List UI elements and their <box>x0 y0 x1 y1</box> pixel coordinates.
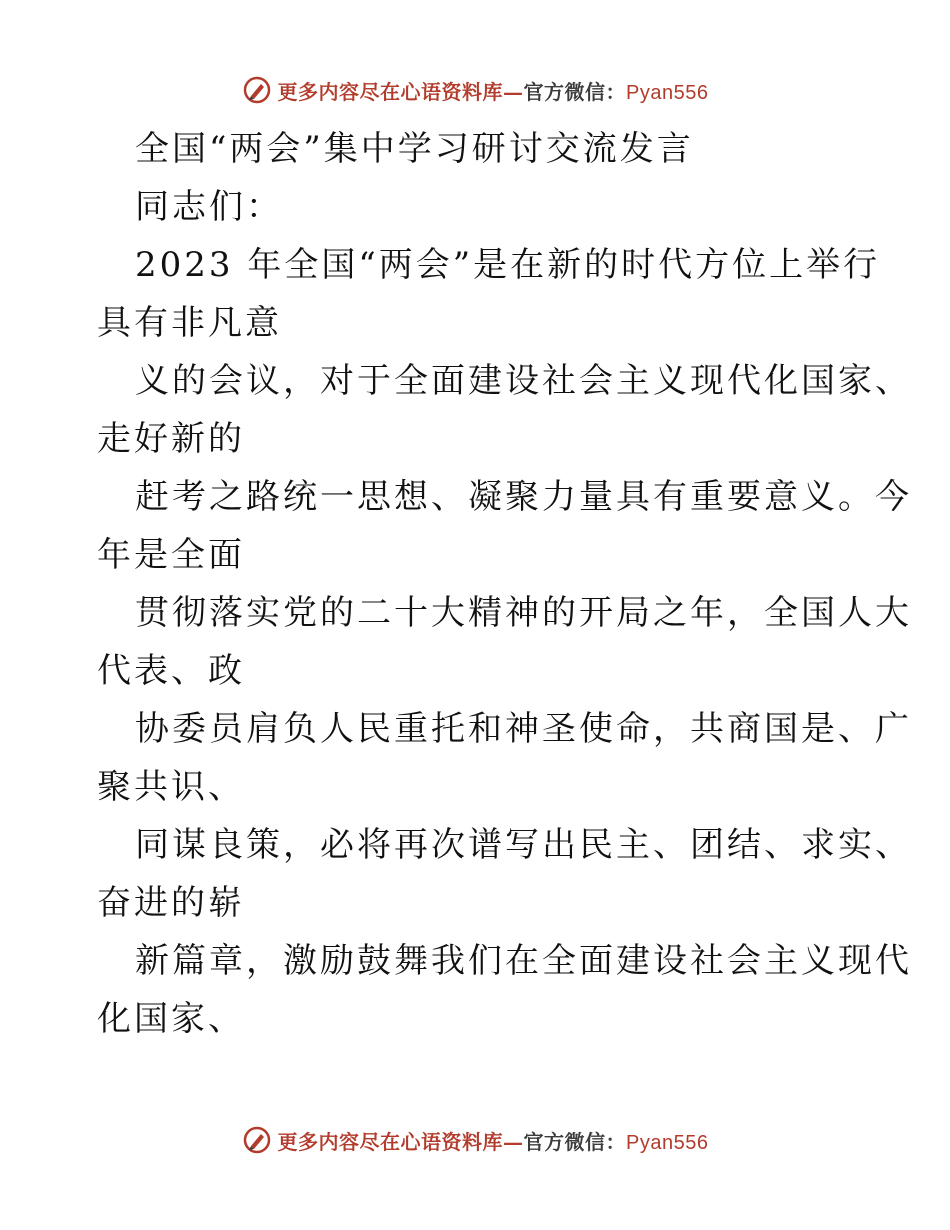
text-line: 贯彻落实党的二十大精神的开局之年，全国人大 <box>135 593 912 633</box>
watermark-sub-text: 官方微信： <box>523 1129 627 1154</box>
text-line: 奋进的崭 <box>97 883 245 923</box>
text-line: 2023 年全国“两会”是在新的时代方位上举行 <box>135 245 881 285</box>
text-line: 赶考之路统一思想、凝聚力量具有重要意义。今 <box>135 477 912 517</box>
text-line: 具有非凡意 <box>97 303 282 343</box>
text-line: 聚共识、 <box>97 767 245 807</box>
pen-logo-icon <box>242 1125 272 1155</box>
watermark-main-text: 更多内容尽在心语资料库 <box>277 1129 504 1154</box>
text-line: 代表、政 <box>97 651 245 691</box>
text-line: 化国家、 <box>97 999 245 1039</box>
text-line: 同志们： <box>135 187 283 227</box>
pen-logo-icon <box>242 75 272 105</box>
watermark-wechat-id: Pyan556 <box>626 81 709 104</box>
watermark-dash: — <box>503 79 524 104</box>
watermark-dash: — <box>503 1129 524 1154</box>
watermark-banner-top <box>0 70 950 110</box>
text-line: 协委员肩负人民重托和神圣使命，共商国是、广 <box>135 709 912 749</box>
text-line: 同谋良策，必将再次谱写出民主、团结、求实、 <box>135 825 912 865</box>
watermark-banner-bottom <box>0 1120 950 1160</box>
watermark-sub-text: 官方微信： <box>523 79 627 104</box>
text-line: 走好新的 <box>97 419 245 459</box>
text-line: 义的会议，对于全面建设社会主义现代化国家、 <box>135 361 912 401</box>
watermark-wechat-id: Pyan556 <box>626 1131 709 1154</box>
text-line: 年是全面 <box>97 535 245 575</box>
document-body <box>97 120 912 1048</box>
document-title: 全国“两会”集中学习研讨交流发言 <box>135 129 694 169</box>
watermark-main-text: 更多内容尽在心语资料库 <box>277 79 504 104</box>
text-line: 新篇章，激励鼓舞我们在全面建设社会主义现代 <box>135 941 912 981</box>
